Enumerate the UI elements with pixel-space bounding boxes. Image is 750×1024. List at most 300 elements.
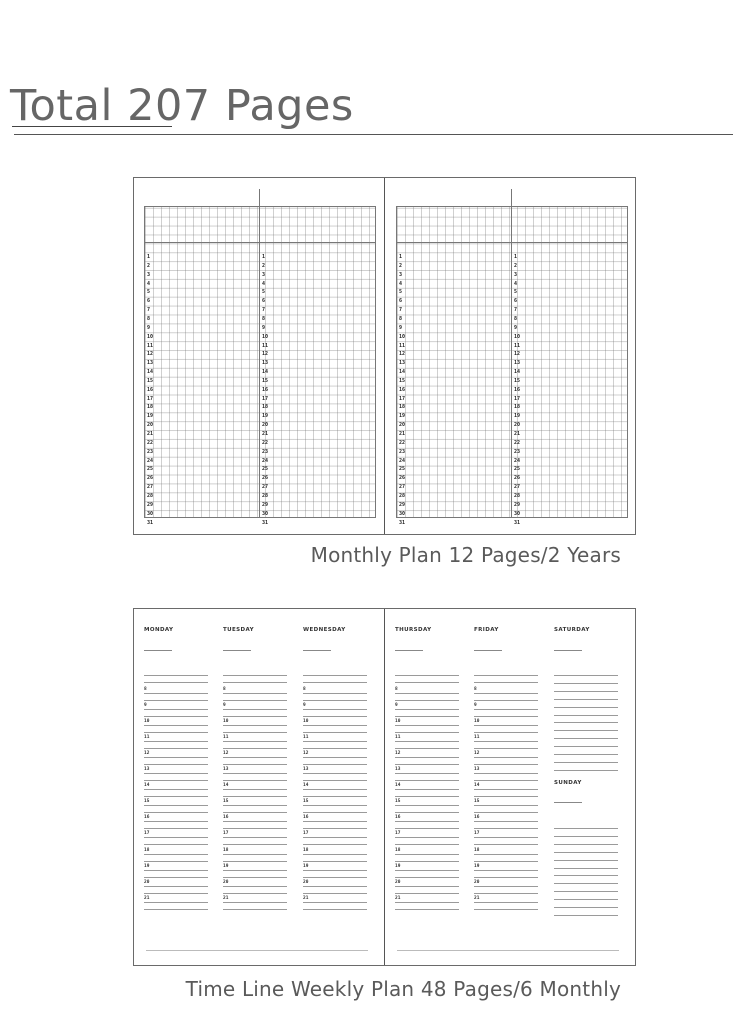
day-number: 15 [147, 377, 154, 384]
day-number: 8 [514, 315, 518, 322]
day-number: 4 [514, 280, 518, 287]
writing-line [303, 773, 367, 774]
hour-label: 20 [303, 879, 309, 885]
hour-label: 15 [474, 799, 480, 805]
day-number: 4 [147, 280, 151, 287]
writing-line [303, 828, 367, 829]
hour-label: 14 [395, 783, 401, 789]
writing-line [303, 789, 367, 790]
day-number: 28 [262, 492, 269, 499]
writing-line [554, 899, 618, 900]
hour-label: 19 [474, 863, 480, 869]
day-number: 26 [399, 475, 406, 482]
writing-line [395, 757, 459, 758]
hour-label: 15 [223, 799, 229, 805]
writing-line [303, 741, 367, 742]
hour-label: 18 [395, 847, 401, 853]
day-number: 22 [147, 439, 154, 446]
day-number: 30 [147, 510, 154, 517]
writing-line [474, 693, 538, 694]
hour-label: 16 [474, 815, 480, 821]
writing-line [303, 812, 367, 813]
writing-line [144, 757, 208, 758]
writing-line [474, 780, 538, 781]
hour-label: 15 [303, 799, 309, 805]
day-number: 16 [399, 386, 406, 393]
day-number: 13 [262, 360, 269, 367]
day-number: 3 [262, 271, 266, 278]
writing-line [395, 789, 459, 790]
writing-line [303, 870, 367, 871]
day-number: 27 [399, 484, 406, 491]
writing-line [144, 812, 208, 813]
monthly-column-divider [511, 189, 512, 518]
writing-line [223, 682, 287, 683]
day-number: 16 [514, 386, 521, 393]
day-number: 18 [147, 404, 154, 411]
day-number: 10 [262, 333, 269, 340]
day-number: 2 [147, 262, 151, 269]
hour-label: 10 [144, 719, 150, 725]
writing-line [474, 789, 538, 790]
day-number: 22 [514, 439, 521, 446]
writing-line [303, 837, 367, 838]
hour-label: 20 [395, 879, 401, 885]
hour-label: 13 [144, 767, 150, 773]
day-number: 25 [399, 466, 406, 473]
writing-line [223, 796, 287, 797]
hour-label: 12 [474, 751, 480, 757]
day-number: 29 [147, 501, 154, 508]
writing-line [554, 875, 618, 876]
day-number: 19 [399, 413, 406, 420]
day-number: 19 [262, 413, 269, 420]
writing-line [474, 870, 538, 871]
writing-line [474, 821, 538, 822]
date-rule [395, 650, 423, 651]
writing-line [144, 682, 208, 683]
writing-line [395, 682, 459, 683]
hour-label: 11 [303, 735, 309, 741]
hour-label: 19 [303, 863, 309, 869]
day-number: 24 [262, 457, 269, 464]
day-number: 15 [262, 377, 269, 384]
day-number: 30 [262, 510, 269, 517]
day-number: 20 [262, 422, 269, 429]
writing-line [554, 730, 618, 731]
day-number: 8 [262, 315, 266, 322]
hour-label: 8 [223, 687, 226, 692]
day-number: 31 [399, 519, 406, 526]
hour-label: 17 [395, 831, 401, 837]
writing-line [474, 741, 538, 742]
writing-line [474, 893, 538, 894]
hour-label: 12 [395, 751, 401, 757]
day-number: 5 [147, 289, 151, 296]
day-number: 23 [147, 448, 154, 455]
writing-line [144, 796, 208, 797]
writing-line [303, 893, 367, 894]
writing-line [303, 732, 367, 733]
hour-label: 16 [303, 815, 309, 821]
hour-label: 18 [474, 847, 480, 853]
writing-line [395, 805, 459, 806]
writing-line [223, 700, 287, 701]
writing-line [395, 837, 459, 838]
day-heading: MONDAY [144, 627, 174, 633]
writing-line [303, 877, 367, 878]
writing-line [554, 762, 618, 763]
day-number: 11 [262, 342, 269, 349]
writing-line [144, 764, 208, 765]
writing-line [303, 886, 367, 887]
writing-line [395, 709, 459, 710]
writing-line [554, 722, 618, 723]
writing-line [144, 700, 208, 701]
writing-line [474, 837, 538, 838]
day-number: 19 [147, 413, 154, 420]
hour-label: 16 [395, 815, 401, 821]
writing-line [474, 828, 538, 829]
writing-line [144, 893, 208, 894]
hour-label: 21 [144, 895, 150, 901]
day-number: 5 [262, 289, 266, 296]
writing-line [395, 780, 459, 781]
date-rule [144, 650, 172, 651]
hour-label: 18 [303, 847, 309, 853]
hour-label: 21 [474, 895, 480, 901]
writing-line [303, 709, 367, 710]
writing-line [554, 746, 618, 747]
day-number: 21 [147, 431, 154, 437]
day-number: 23 [514, 448, 521, 455]
writing-line [395, 725, 459, 726]
writing-line [395, 893, 459, 894]
writing-line [303, 748, 367, 749]
writing-line [223, 821, 287, 822]
day-number: 18 [399, 404, 406, 411]
writing-line [554, 715, 618, 716]
day-number: 25 [514, 466, 521, 473]
writing-line [303, 821, 367, 822]
day-number: 1 [147, 254, 151, 260]
day-number: 30 [399, 510, 406, 517]
writing-line [395, 861, 459, 862]
writing-line [223, 909, 287, 910]
writing-line [144, 773, 208, 774]
day-number: 9 [262, 324, 266, 331]
weekly-page-left [134, 609, 384, 965]
writing-line [474, 773, 538, 774]
writing-line [303, 844, 367, 845]
day-heading: WEDNESDAY [303, 627, 346, 633]
writing-line [303, 796, 367, 797]
day-number: 28 [514, 492, 521, 499]
hour-label: 21 [223, 895, 229, 901]
day-number: 9 [514, 324, 518, 331]
day-number: 25 [147, 466, 154, 473]
day-number: 14 [514, 369, 521, 376]
writing-line [303, 675, 367, 676]
writing-line [474, 854, 538, 855]
writing-line [223, 861, 287, 862]
hour-label: 19 [223, 863, 229, 869]
day-heading: FRIDAY [474, 627, 499, 633]
hour-label: 17 [474, 831, 480, 837]
monthly-header [144, 189, 376, 207]
monthly-grid [396, 189, 628, 518]
day-number: 1 [262, 254, 266, 260]
day-number: 31 [262, 519, 269, 526]
monthly-plan-spread [133, 177, 636, 535]
writing-line [303, 854, 367, 855]
writing-line [395, 796, 459, 797]
day-number: 14 [147, 369, 154, 376]
hour-label: 20 [223, 879, 229, 885]
writing-line [303, 716, 367, 717]
day-number: 7 [399, 307, 403, 314]
day-number: 3 [399, 271, 403, 278]
writing-line [474, 700, 538, 701]
date-rule [303, 650, 331, 651]
day-number: 12 [514, 351, 521, 358]
day-number: 19 [514, 413, 521, 420]
hour-label: 8 [395, 687, 398, 692]
day-number: 11 [399, 342, 406, 349]
hour-label: 17 [223, 831, 229, 837]
day-number: 15 [514, 377, 521, 384]
writing-line [554, 770, 618, 771]
writing-line [395, 700, 459, 701]
day-number: 21 [399, 431, 406, 437]
hour-label: 16 [144, 815, 150, 821]
writing-line [144, 909, 208, 910]
writing-line [144, 805, 208, 806]
date-rule [554, 802, 582, 803]
hour-label: 8 [144, 687, 147, 692]
writing-line [474, 877, 538, 878]
writing-line [223, 757, 287, 758]
writing-line [223, 732, 287, 733]
writing-line [144, 844, 208, 845]
hour-label: 9 [144, 703, 147, 709]
day-number: 10 [147, 333, 154, 340]
writing-line [144, 780, 208, 781]
day-heading: SUNDAY [554, 780, 582, 786]
day-number: 27 [514, 484, 521, 491]
date-rule [474, 650, 502, 651]
day-number: 6 [262, 298, 266, 305]
weekly-plan-spread [133, 608, 636, 966]
writing-line [395, 764, 459, 765]
writing-line [303, 693, 367, 694]
day-number: 28 [147, 492, 154, 499]
day-number: 11 [514, 342, 521, 349]
writing-line [223, 780, 287, 781]
day-number: 23 [262, 448, 269, 455]
spread-spine [384, 178, 385, 534]
writing-line [223, 773, 287, 774]
day-number: 20 [399, 422, 406, 429]
writing-line [223, 870, 287, 871]
writing-line [303, 861, 367, 862]
hour-label: 8 [303, 687, 306, 692]
writing-line [144, 902, 208, 903]
day-number: 7 [514, 307, 518, 314]
writing-line [303, 909, 367, 910]
day-number: 17 [399, 395, 406, 402]
writing-line [144, 886, 208, 887]
hour-label: 13 [223, 767, 229, 773]
hour-label: 14 [223, 783, 229, 789]
hour-label: 10 [395, 719, 401, 725]
day-number: 7 [147, 307, 151, 314]
writing-line [144, 828, 208, 829]
weekly-page-right [385, 609, 635, 965]
writing-line [223, 886, 287, 887]
writing-line [303, 805, 367, 806]
writing-line [554, 707, 618, 708]
hour-label: 19 [144, 863, 150, 869]
writing-line [395, 748, 459, 749]
writing-line [554, 883, 618, 884]
writing-line [223, 854, 287, 855]
monthly-column-divider [259, 189, 260, 518]
hour-label: 20 [144, 879, 150, 885]
day-number: 18 [514, 404, 521, 411]
day-number: 31 [514, 519, 521, 526]
hour-label: 17 [144, 831, 150, 837]
day-number: 3 [147, 271, 151, 278]
writing-line [474, 796, 538, 797]
writing-line [395, 909, 459, 910]
writing-line [474, 902, 538, 903]
writing-line [474, 812, 538, 813]
day-number: 11 [147, 342, 154, 349]
hour-label: 20 [474, 879, 480, 885]
footer-rule [397, 950, 619, 951]
day-number: 1 [514, 254, 518, 260]
hour-label: 16 [223, 815, 229, 821]
hour-label: 12 [144, 751, 150, 757]
day-number: 22 [399, 439, 406, 446]
hour-label: 14 [144, 783, 150, 789]
hour-label: 19 [395, 863, 401, 869]
day-heading: TUESDAY [223, 627, 255, 633]
writing-line [223, 844, 287, 845]
hour-label: 18 [223, 847, 229, 853]
hour-label: 18 [144, 847, 150, 853]
writing-line [144, 732, 208, 733]
date-rule [554, 650, 582, 651]
day-number: 6 [399, 298, 403, 305]
day-number: 4 [399, 280, 403, 287]
day-number: 14 [262, 369, 269, 376]
writing-line [395, 821, 459, 822]
writing-line [474, 748, 538, 749]
writing-line [554, 915, 618, 916]
hour-label: 11 [474, 735, 480, 741]
writing-line [554, 907, 618, 908]
day-number: 21 [262, 431, 269, 437]
day-number: 4 [262, 280, 266, 287]
writing-line [395, 732, 459, 733]
day-number: 2 [514, 262, 518, 269]
hour-label: 9 [474, 703, 477, 709]
hour-label: 15 [144, 799, 150, 805]
writing-line [303, 764, 367, 765]
day-number: 12 [262, 351, 269, 358]
day-number: 31 [147, 519, 154, 526]
day-number: 17 [147, 395, 154, 402]
writing-line [474, 909, 538, 910]
writing-line [554, 860, 618, 861]
writing-line [554, 691, 618, 692]
writing-line [303, 757, 367, 758]
writing-line [395, 828, 459, 829]
writing-line [223, 675, 287, 676]
hour-label: 9 [303, 703, 306, 709]
writing-line [223, 893, 287, 894]
writing-line [554, 891, 618, 892]
hour-label: 13 [474, 767, 480, 773]
writing-line [395, 844, 459, 845]
writing-line [223, 877, 287, 878]
writing-line [395, 741, 459, 742]
monthly-page-left [144, 189, 376, 526]
monthly-grid [144, 189, 376, 518]
day-number: 10 [399, 333, 406, 340]
day-number: 1 [399, 254, 403, 260]
writing-line [554, 683, 618, 684]
hour-label: 13 [395, 767, 401, 773]
date-rule [223, 650, 251, 651]
day-number: 25 [262, 466, 269, 473]
writing-line [474, 709, 538, 710]
day-number: 24 [147, 457, 154, 464]
writing-line [474, 732, 538, 733]
monthly-top-rule [396, 242, 628, 243]
writing-line [474, 764, 538, 765]
writing-line [144, 821, 208, 822]
day-number: 26 [514, 475, 521, 482]
writing-line [474, 716, 538, 717]
writing-line [303, 780, 367, 781]
writing-line [144, 789, 208, 790]
hour-label: 8 [474, 687, 477, 692]
day-number: 20 [514, 422, 521, 429]
monthly-header [396, 189, 628, 207]
writing-line [474, 682, 538, 683]
day-number: 30 [514, 510, 521, 517]
hour-label: 11 [395, 735, 401, 741]
day-number: 13 [399, 360, 406, 367]
day-number: 17 [262, 395, 269, 402]
writing-line [474, 886, 538, 887]
writing-line [303, 682, 367, 683]
day-number: 6 [514, 298, 518, 305]
page-title: Total 207 Pages [10, 81, 354, 131]
writing-line [223, 716, 287, 717]
weekly-plan-caption: Time Line Weekly Plan 48 Pages/6 Monthly [185, 977, 621, 1001]
day-number: 8 [147, 315, 151, 322]
writing-line [395, 675, 459, 676]
title-divider [14, 134, 733, 135]
writing-line [223, 789, 287, 790]
writing-line [144, 716, 208, 717]
day-number: 7 [262, 307, 266, 314]
writing-line [144, 709, 208, 710]
